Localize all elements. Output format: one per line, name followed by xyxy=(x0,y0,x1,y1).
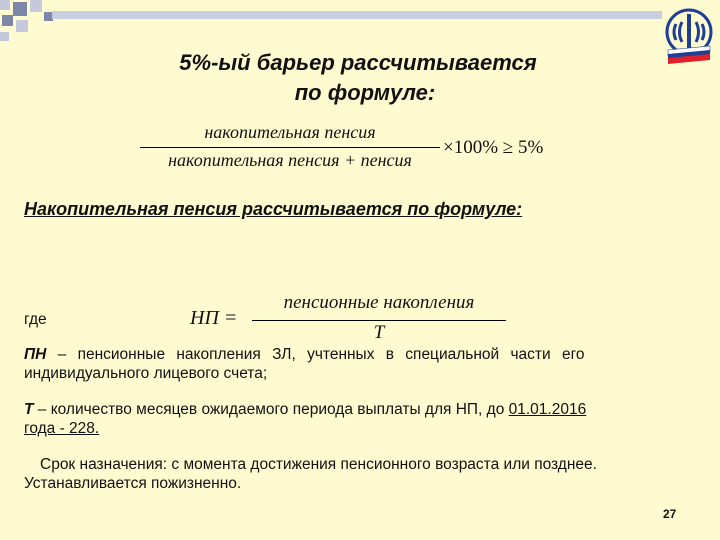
formula1-fraction-bar xyxy=(140,147,440,148)
t-date: 01.01.2016 xyxy=(508,401,587,418)
pn-term: ПН xyxy=(24,346,47,363)
formula1-suffix: ×100% ≥ 5% xyxy=(443,137,544,158)
t-line2: года - 228. xyxy=(24,420,100,437)
decor-square xyxy=(13,2,27,16)
formula2-fraction-bar xyxy=(252,320,506,321)
formula2-lhs: НП = xyxy=(190,307,238,329)
formula2-numerator: пенсионные накопления xyxy=(283,292,475,313)
top-rule xyxy=(52,11,662,19)
term-line1: Срок назначения: с момента достижения пенсионного возраста или позднее. xyxy=(40,456,597,473)
pn-line1: – пенсионные накопления ЗЛ, учтенных в специальной части его xyxy=(46,346,585,363)
formula1-numerator: накопительная пенсия xyxy=(204,122,376,142)
term-paragraph xyxy=(24,455,704,493)
pn-line2: индивидуального лицевого счета; xyxy=(24,365,268,382)
section-heading: Накопительная пенсия рассчитывается по формуле: xyxy=(24,199,523,219)
formula2-denominator: T xyxy=(373,322,385,343)
page-number: 27 xyxy=(663,507,677,521)
decor-square xyxy=(30,0,42,12)
slide-title-line1: 5%-ый барьер рассчитывается xyxy=(179,50,537,75)
definition-t xyxy=(24,400,704,438)
definition-pn xyxy=(24,345,696,383)
term-line2: Устанавливается пожизненно. xyxy=(24,475,242,492)
formula1-denominator: накопительная пенсия + пенсия xyxy=(168,150,412,170)
decor-square xyxy=(2,15,13,26)
slide-title-line2: по формуле: xyxy=(294,80,436,105)
decor-square xyxy=(16,20,28,32)
gde-label: где xyxy=(24,311,47,328)
t-line1: – количество месяцев ожидаемого периода выплаты для НП, до xyxy=(33,401,509,418)
decor-square xyxy=(0,0,10,10)
t-term: Т xyxy=(24,401,34,418)
decor-square xyxy=(0,32,9,41)
